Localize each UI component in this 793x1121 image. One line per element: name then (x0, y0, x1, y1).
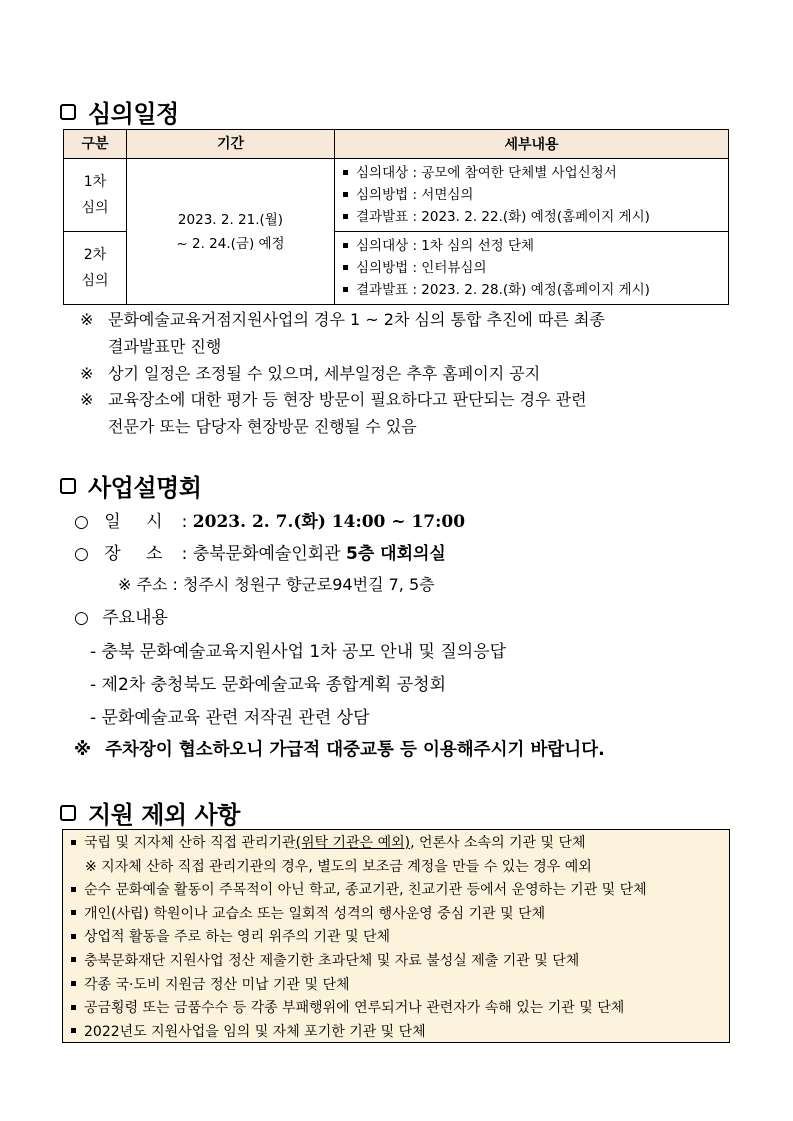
header-details: 세부내용 (335, 130, 729, 159)
circle-bullet-icon: ○ (74, 512, 89, 532)
bullet-square-icon (71, 887, 76, 892)
header-stage: 구분 (64, 130, 127, 159)
schedule-note: ※ 문화예술교육거점지원사업의 경우 1 ~ 2차 심의 통합 추진에 따른 최종 결과발표만 진행 (80, 310, 605, 356)
place-room: 5층 대회의실 (346, 544, 446, 564)
exclusions-heading (60, 795, 240, 830)
address-text: 주소 : 청주시 청원구 향군로94번길 7, 5층 (136, 575, 435, 594)
exclusions-box (62, 829, 730, 1043)
list-item: 충북문화재단 지원사업 정산 제출기한 초과단체 및 자료 불성실 제출 기관 및 단체 (71, 950, 721, 974)
bullet-square-icon (343, 287, 348, 292)
list-item-sub: ※ 지자체 산하 직접 관리기관의 경우, 별도의 보조금 계정을 만들 수 있는 경우 예외 (85, 858, 592, 875)
circle-bullet-icon: ○ (74, 544, 89, 564)
bullet-square-icon (71, 1028, 76, 1033)
schedule-heading (60, 94, 179, 129)
table-row (64, 159, 729, 232)
date-label: 일 시 (104, 512, 173, 532)
date-value: 2023. 2. 7.(화) 14:00 ~ 17:00 (192, 512, 466, 532)
parking-notice (74, 736, 605, 761)
list-item: 국립 및 지자체 산하 직접 관리기관(위탁 기관은 예외), 언론사 소속의 기관 및 단체 (71, 832, 721, 856)
schedule-heading-text: 심의일정 (88, 100, 179, 128)
stage-cell (64, 232, 127, 305)
stage-label: 2차 (83, 247, 107, 263)
header-period: 기간 (127, 130, 335, 159)
stage-label: 심의 (81, 200, 109, 216)
list-item: 결과발표 : 2023. 2. 28.(화) 예정(홈페이지 게시) (343, 279, 720, 301)
period-cell (127, 159, 335, 305)
circle-bullet-icon: ○ (74, 608, 89, 628)
bullet-square-icon (343, 265, 348, 270)
exclusions-heading-text: 지원 제외 사항 (88, 801, 240, 829)
bullet-square-icon (343, 214, 348, 219)
briefing-date-row: ○ 일 시 : 2023. 2. 7.(화) 14:00 ~ 17:00 (74, 507, 465, 532)
checkbox-square-icon (60, 478, 76, 494)
bullet-square-icon (71, 957, 76, 962)
period-start: 2023. 2. 21.(월) (177, 211, 284, 228)
stage-label: 1차 (83, 174, 107, 190)
note-mark: ※ (118, 575, 132, 594)
list-item: 상업적 활동을 주로 하는 영리 위주의 기관 및 단체 (71, 926, 721, 950)
schedule-note: ※ 상기 일정은 조정될 수 있으며, 세부일정은 추후 홈페이지 공지 (80, 364, 541, 383)
bullet-square-icon (343, 170, 348, 175)
list-item: 2022년도 지원사업을 임의 및 자체 포기한 기관 및 단체 (71, 1021, 721, 1045)
details-cell (335, 232, 729, 305)
schedule-table (63, 129, 729, 305)
note-mark: ※ (74, 740, 92, 760)
list-item: 심의방법 : 서면심의 (343, 184, 720, 206)
briefing-heading-text: 사업설명회 (88, 474, 202, 502)
stage-label: 심의 (81, 273, 109, 289)
checkbox-square-icon (60, 805, 76, 821)
place-label: 장 소 (104, 544, 173, 564)
bullet-square-icon (71, 1005, 76, 1010)
list-item: - 충북 문화예술교육지원사업 1차 공모 안내 및 질의응답 (90, 642, 507, 662)
exception-note: (위탁 기관은 예외) (295, 835, 411, 851)
bullet-square-icon (71, 981, 76, 986)
list-item: 개인(사립) 학원이나 교습소 또는 일회적 성격의 행사운영 중심 기관 및 단체 (71, 903, 721, 927)
bullet-square-icon (71, 910, 76, 915)
list-item: 각종 국·도비 지원금 정산 미납 기관 및 단체 (71, 974, 721, 998)
briefing-heading (60, 468, 201, 503)
details-cell (335, 159, 729, 232)
briefing-content-row (74, 603, 168, 628)
place-value: 충북문화예술인회관 (192, 544, 346, 564)
briefing-address-row (118, 572, 435, 595)
table-header-row (64, 130, 729, 159)
bullet-square-icon (343, 192, 348, 197)
list-item: 심의방법 : 인터뷰심의 (343, 257, 720, 279)
bullet-square-icon (71, 840, 76, 845)
list-item: 순수 문화예술 활동이 주목적이 아닌 학교, 종교기관, 친교기관 등에서 운영하는 기관 및 단체 (71, 879, 721, 903)
list-item: 공금횡령 또는 금품수수 등 각종 부패행위에 연루되거나 관련자가 속해 있는 기관 및 단체 (71, 997, 721, 1021)
content-label: 주요내용 (102, 608, 168, 628)
parking-notice-text: 주차장이 협소하오니 가급적 대중교통 등 이용해주시기 바랍니다. (105, 740, 605, 760)
bullet-square-icon (71, 934, 76, 939)
list-item: - 문화예술교육 관련 저작권 관련 상담 (90, 708, 370, 728)
stage-cell (64, 159, 127, 232)
bullet-square-icon (343, 243, 348, 248)
list-item: 심의대상 : 공모에 참여한 단체별 사업신청서 (343, 162, 720, 184)
briefing-place-row: ○ 장 소 : 충북문화예술인회관 5층 대회의실 (74, 539, 446, 564)
list-item: 결과발표 : 2023. 2. 22.(화) 예정(홈페이지 게시) (343, 206, 720, 228)
list-item: - 제2차 충청북도 문화예술교육 종합계획 공청회 (90, 675, 446, 695)
schedule-note: ※ 교육장소에 대한 평가 등 현장 방문이 필요하다고 판단되는 경우 관련 전문가 또는 담당자 현장방문 진행될 수 있음 (80, 390, 587, 436)
checkbox-square-icon (60, 104, 76, 120)
list-item: 심의대상 : 1차 심의 선정 단체 (343, 235, 720, 257)
period-end: ~ 2. 24.(금) 예정 (176, 235, 285, 252)
